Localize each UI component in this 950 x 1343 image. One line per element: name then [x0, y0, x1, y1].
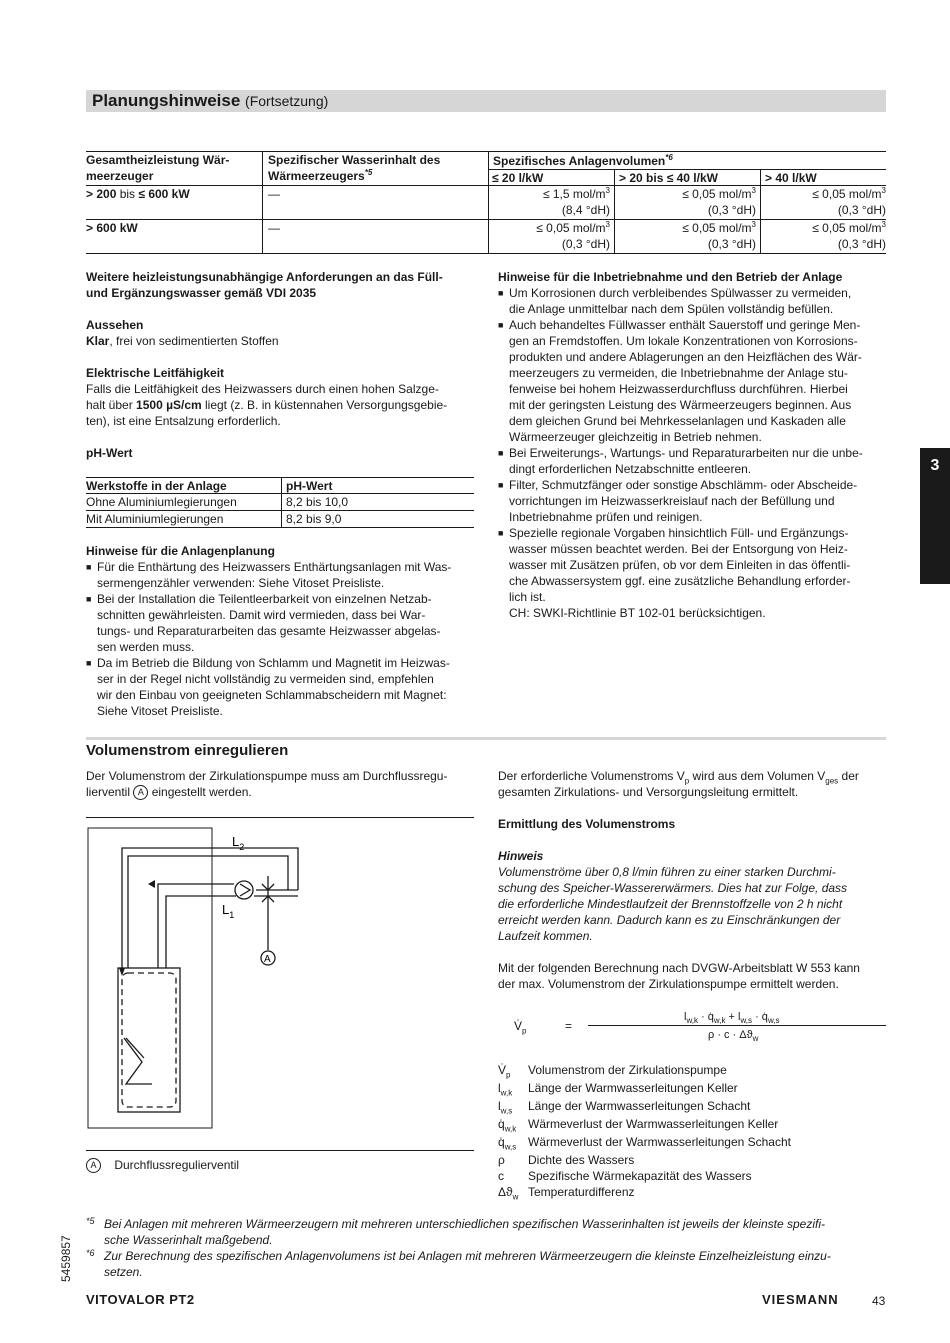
hinweis-text [498, 864, 888, 944]
item-line: ■ Filter, Schmutzfänger oder sonstige Abschlämm- oder Abscheide- [509, 478, 858, 492]
cell-sup: 3 [881, 220, 886, 229]
ph-cell: Mit Aluminiumlegierungen [86, 512, 224, 526]
leitfaehigkeit-title: Elektrische Leitfähigkeit [86, 366, 225, 380]
cell-value: ≤ 0,05 mol/m [682, 187, 752, 201]
table-cell [488, 186, 610, 218]
item-line: mit der geringsten Leistung des Wärmeerzeugers beginnen. Aus [509, 398, 852, 412]
cell-value: ≤ 1,5 mol/m [542, 187, 606, 201]
legend-symbol: $q̇_{w,k}$ [498, 1117, 517, 1134]
ph-header: Werkstoffe in der Anlage [86, 479, 227, 493]
list-item [86, 591, 478, 655]
formula-equals: = [565, 1019, 573, 1033]
list-item [86, 655, 478, 719]
item-line: sen werden muss. [97, 640, 195, 654]
cell-sup: 3 [605, 220, 610, 229]
table-subheader: > 40 l/kW [765, 171, 817, 185]
legend-symbol: c [498, 1169, 504, 1183]
section-title: Volumenstrom einregulieren [86, 742, 289, 759]
text-sub: ges [825, 776, 839, 786]
cell-sup: 3 [751, 220, 756, 229]
item-line: Wärmeerzeuger gleichzeitig in Betrieb nehmen. [509, 430, 762, 444]
list-item [498, 445, 888, 477]
table-subheader: ≤ 20 l/kW [492, 171, 544, 185]
intro-line [86, 784, 478, 800]
legend-symbol: $l_{w,k}$ [498, 1081, 513, 1098]
label-l1: $L_1$ [222, 902, 235, 920]
aussehen-rest: , frei von sedimentierten Stoffen [109, 334, 279, 348]
cell-value: (0,3 °dH) [707, 237, 756, 251]
formula-lhs [514, 1018, 526, 1034]
text-part: halt über [86, 398, 137, 412]
item-line: ■ Bei der Installation die Teilentleerbarkeit von einzelnen Netzab- [97, 592, 432, 606]
planung-list [86, 559, 478, 719]
ph-title: pH-Wert [86, 446, 133, 460]
legend-text: Wärmeverlust der Warmwasserleitungen Keller [528, 1117, 779, 1131]
section2-left-intro [86, 768, 478, 800]
item-line: ■ Für die Enthärtung des Heizwassers Enthärtungsanlagen mit Was- [97, 560, 452, 574]
legend-text: Länge der Warmwasserleitungen Schacht [528, 1099, 751, 1113]
item-line: gen an Fremdstoffen. Um lokale Konzentrationen von Korrosions- [509, 334, 858, 348]
item-line: dem gleichen Grund bei Mehrkesselanlagen und Kaskaden alle [509, 414, 846, 428]
title-text: Planungshinweise [92, 91, 241, 110]
leitfaehigkeit-line: Falls die Leitfähigkeit des Heizwassers durch einen hohen Salzge- [86, 382, 439, 396]
item-line: wasser mit Zusätzen prüfen, ob vor dem Einleiten in das öffentli- [509, 558, 851, 572]
leitfaehigkeit-line [86, 397, 478, 413]
diagram-marker-a: A [264, 954, 271, 965]
list-item [498, 285, 888, 317]
table-group-header [493, 153, 673, 169]
legend-symbol: ρ [498, 1153, 505, 1167]
table-cell [760, 186, 886, 218]
text-part: Der erforderliche Volumenstroms V [498, 769, 685, 783]
leitfaehigkeit-line: ten), ist eine Entsalzung erforderlich. [86, 414, 281, 428]
section-rule [86, 737, 886, 740]
row-label-part: > 200 [86, 187, 117, 201]
table-header-cell [86, 152, 229, 184]
text-part-bold: 1500 µS/cm [136, 398, 202, 412]
berechnung-line: Mit der folgenden Berechnung nach DVGW-Arbeitsblatt W 553 kann [498, 961, 860, 975]
formula-numerator: $l_{w,k}$ · $q̇_{w,k} + l_{w,s}$ · $q̇_{w,s}$ [684, 1011, 780, 1026]
header-line: Wärmeerzeugers [268, 169, 365, 183]
planung-section [86, 543, 478, 719]
product-name: VITOVALOR PT2 [86, 1292, 195, 1307]
hinweis-line: Volumenströme über 0,8 l/min führen zu einer starken Durchmi- [498, 865, 836, 879]
vdi-heading [86, 269, 478, 301]
text-part: liegt (z. B. in küstennahen Versorgungsgebie- [201, 398, 448, 412]
betrieb-title: Hinweise für die Inbetriebnahme und den Betrieb der Anlage [498, 270, 843, 284]
page-number: 43 [872, 1294, 886, 1308]
legend-text: Volumenstrom der Zirkulationspumpe [528, 1063, 727, 1077]
hinweis-line: die erforderliche Mindestlaufzeit der Brennstoffzelle von 2 h nicht [498, 897, 843, 911]
ph-cell: Ohne Aluminiumlegierungen [86, 495, 237, 509]
marker-a-icon: A [86, 1158, 101, 1173]
item-line: wasser müssen beachtet werden. Bei der Entsorgung von Heiz- [509, 542, 848, 556]
legend-text: Dichte des Wassers [528, 1153, 635, 1167]
legend-text: Temperaturdifferenz [528, 1185, 635, 1199]
section2-right [498, 768, 888, 992]
diagram-bottom-rule [86, 1150, 474, 1151]
hinweis-line: schung des Speicher-Wassererwärmers. Dies hat zur Folge, dass [498, 881, 848, 895]
table-cell [614, 186, 756, 218]
cell-sup: 3 [605, 186, 610, 195]
list-item [498, 317, 888, 445]
list-item [86, 559, 478, 591]
item-line: tungs- und Reparaturarbeiten das gesamte Heizwasser abgelas- [97, 624, 441, 638]
table-subheader: > 20 bis ≤ 40 l/kW [619, 171, 718, 185]
legend-symbol: $\Delta ϑ_w$ [498, 1185, 519, 1202]
cell-value: ≤ 0,05 mol/m [812, 187, 882, 201]
group-header-text: Spezifisches Anlagenvolumen [493, 154, 666, 168]
footnote-line: sche Wasserinhalt maßgebend. [104, 1233, 273, 1247]
item-line: ser in der Regel nicht vollständig zu vermeiden sind, empfehlen [97, 672, 434, 686]
intro-line: Der Volumenstrom der Zirkulationspumpe muss am Durchflussregu- [86, 769, 448, 783]
cell-sup: 3 [751, 186, 756, 195]
lhs-sub: p [522, 1026, 527, 1036]
aussehen-bold: Klar [86, 334, 110, 348]
legend-symbol: $q̇_{w,s}$ [498, 1135, 517, 1152]
list-item [498, 525, 888, 621]
legend-text: Wärmeverlust der Warmwasserleitungen Schacht [528, 1135, 791, 1149]
footnotes [86, 1216, 886, 1280]
cell-value: (0,3 °dH) [707, 203, 756, 217]
table-cell [614, 220, 756, 252]
heading-line: Weitere heizleistungsunabhängige Anforderungen an das Füll- [86, 270, 443, 284]
item-line: CH: SWKI-Richtlinie BT 102-01 berücksichtigen. [509, 606, 766, 620]
cell-value: ≤ 0,05 mol/m [812, 221, 882, 235]
chapter-number: 3 [930, 457, 940, 474]
item-line: produkten und andere Ablagerungen an den Heizflächen des Wär- [509, 350, 862, 364]
item-line: dingt erforderlichen Netzabschnitte entleeren. [509, 462, 752, 476]
cell-value: ≤ 0,05 mol/m [682, 221, 752, 235]
cell-value: (0,3 °dH) [837, 237, 886, 251]
aussehen-title: Aussehen [86, 318, 144, 332]
item-line: wir den Einbau von geeigneten Schlammabscheidern mit Magnet: [97, 688, 447, 702]
item-line: Inbetriebnahme prüfen und reinigen. [509, 510, 703, 524]
left-column [86, 269, 478, 461]
hinweis-line: Laufzeit kommen. [498, 929, 593, 943]
text-part: wird aus dem Volumen V [689, 769, 826, 783]
fraction-bar [588, 1025, 886, 1026]
table-row-label: > 600 kW [86, 221, 138, 235]
ermittlung-title: Ermittlung des Volumenstroms [498, 817, 676, 831]
chapter-tab [920, 448, 950, 584]
intro-line: gesamten Zirkulations- und Versorgungsleitung ermittelt. [498, 785, 799, 799]
item-line: che Abwassersystem ggf. eine zusätzliche Behandlung erforder- [509, 574, 851, 588]
footnote [86, 1216, 886, 1248]
cell-value: ≤ 0,05 mol/m [536, 221, 606, 235]
text-part: der [838, 769, 859, 783]
table-row-label [86, 186, 190, 202]
aussehen-text [86, 333, 478, 349]
footnote [86, 1248, 886, 1280]
footnote-ref: *5 [364, 168, 373, 177]
header-line: Spezifischer Wasserinhalt des [268, 153, 441, 167]
betrieb-list [498, 285, 888, 621]
hinweis-title: Hinweis [498, 849, 544, 863]
table-header-cell [268, 152, 440, 184]
item-line: ■ Bei Erweiterungs-, Wartungs- und Reparaturarbeiten nur die unbe- [509, 446, 863, 460]
brand-logo: VIESMANN [762, 1292, 839, 1307]
text-part: lierventil [86, 785, 134, 799]
item-line: ■ Spezielle regionale Vorgaben hinsichtlich Füll- und Ergänzungs- [509, 526, 849, 540]
berechnung-line: der max. Volumenstrom der Zirkulationspumpe ermittelt werden. [498, 977, 839, 991]
footnote-line: setzen. [104, 1265, 143, 1279]
item-line: die Anlage unmittelbar nach dem Spülen vollständig befüllen. [509, 302, 834, 316]
legend-symbol: $l_{w,s}$ [498, 1099, 513, 1116]
footnote-ref: *6 [665, 153, 673, 162]
item-line: vorrichtungen im Heizwasserkreislauf nach der Befüllung und [509, 494, 835, 508]
table-cell: — [268, 221, 280, 235]
item-line: ■ Auch behandeltes Füllwasser enthält Sauerstoff und geringe Men- [509, 318, 861, 332]
cell-sup: 3 [881, 186, 886, 195]
table-cell [488, 220, 610, 252]
page-title [92, 90, 328, 112]
circulation-diagram [86, 818, 478, 1130]
legend-text: Durchflussregulierventil [114, 1158, 240, 1172]
footnote-mark: *6 [86, 1248, 95, 1258]
item-line: sermengenzähler verwenden: Siehe Vitoset Preisliste. [97, 576, 385, 590]
footnote-line: Bei Anlagen mit mehreren Wärmeerzeugern mit mehreren unterschiedlichen spezifischen Wasserinhalten ist jeweils der kleinste spezifi- [104, 1217, 825, 1231]
item-line: meerzeugers zu vermeiden, die Inbetriebnahme der Anlage stu- [509, 366, 848, 380]
ph-table-rule [86, 527, 474, 528]
row-label-part: bis [119, 187, 136, 201]
list-item [498, 477, 888, 525]
row-label-part: ≤ 600 kW [138, 187, 190, 201]
item-line: fenweise bei hohem Heizwasserdurchfluss durchführen. Hierbei [509, 382, 848, 396]
cell-value: (0,3 °dH) [837, 203, 886, 217]
table-vline [262, 151, 263, 253]
cell-value: (8,4 °dH) [561, 203, 610, 217]
heading-line: und Ergänzungswasser gemäß VDI 2035 [86, 286, 317, 300]
title-subtitle: (Fortsetzung) [245, 93, 329, 109]
item-line: schnitten gewährleisten. Damit wird vermieden, dass bei War- [97, 608, 426, 622]
lhs-symbol: V̇ [514, 1019, 523, 1033]
document-number: 5459857 [59, 1235, 73, 1282]
cell-value: (0,3 °dH) [561, 237, 610, 251]
footnote-line: Zur Berechnung des spezifischen Anlagenvolumens ist bei Anlagen mit mehreren Wärmeerzeugern die kleinste Einzelheizleistung einzu- [104, 1249, 831, 1263]
table-cell [760, 220, 886, 252]
item-line: lich ist. [509, 590, 546, 604]
intro-line [498, 768, 888, 784]
legend-symbol: $V̇_p$ [498, 1063, 511, 1080]
item-line: Siehe Vitoset Preisliste. [97, 704, 223, 718]
legend-text: Spezifische Wärmekapazität des Wassers [528, 1169, 752, 1183]
right-column [498, 269, 888, 621]
table-cell: — [268, 187, 280, 201]
footnote-mark: *5 [86, 1216, 95, 1226]
ph-table-vline [281, 477, 282, 527]
text-sub: p [684, 776, 690, 786]
label-l2: $L_2$ [232, 834, 245, 852]
item-line: ■ Um Korrosionen durch verbleibendes Spülwasser zu vermeiden, [509, 286, 852, 300]
ph-cell: 8,2 bis 9,0 [286, 512, 342, 526]
marker-a-icon: A [133, 785, 148, 800]
legend-text: Länge der Warmwasserleitungen Keller [528, 1081, 738, 1095]
header-line: Gesamtheizleistung Wär- [86, 153, 230, 167]
hinweis-line: erreicht werden kann. Dadurch kann es zu Einschränkungen der [498, 913, 841, 927]
diagram-legend [86, 1157, 239, 1173]
item-line: ■ Da im Betrieb die Bildung von Schlamm und Magnetit im Heizwas- [97, 656, 450, 670]
text-part: eingestellt werden. [148, 785, 252, 799]
table-bottom-rule [86, 253, 886, 254]
ph-cell: 8,2 bis 10,0 [286, 495, 349, 509]
planung-title: Hinweise für die Anlagenplanung [86, 544, 275, 558]
ph-header: pH-Wert [286, 479, 333, 493]
header-line: meerzeuger [86, 169, 154, 183]
formula-denominator: $\rho \cdot c \cdot \Delta ϑ_w$ [708, 1029, 759, 1044]
